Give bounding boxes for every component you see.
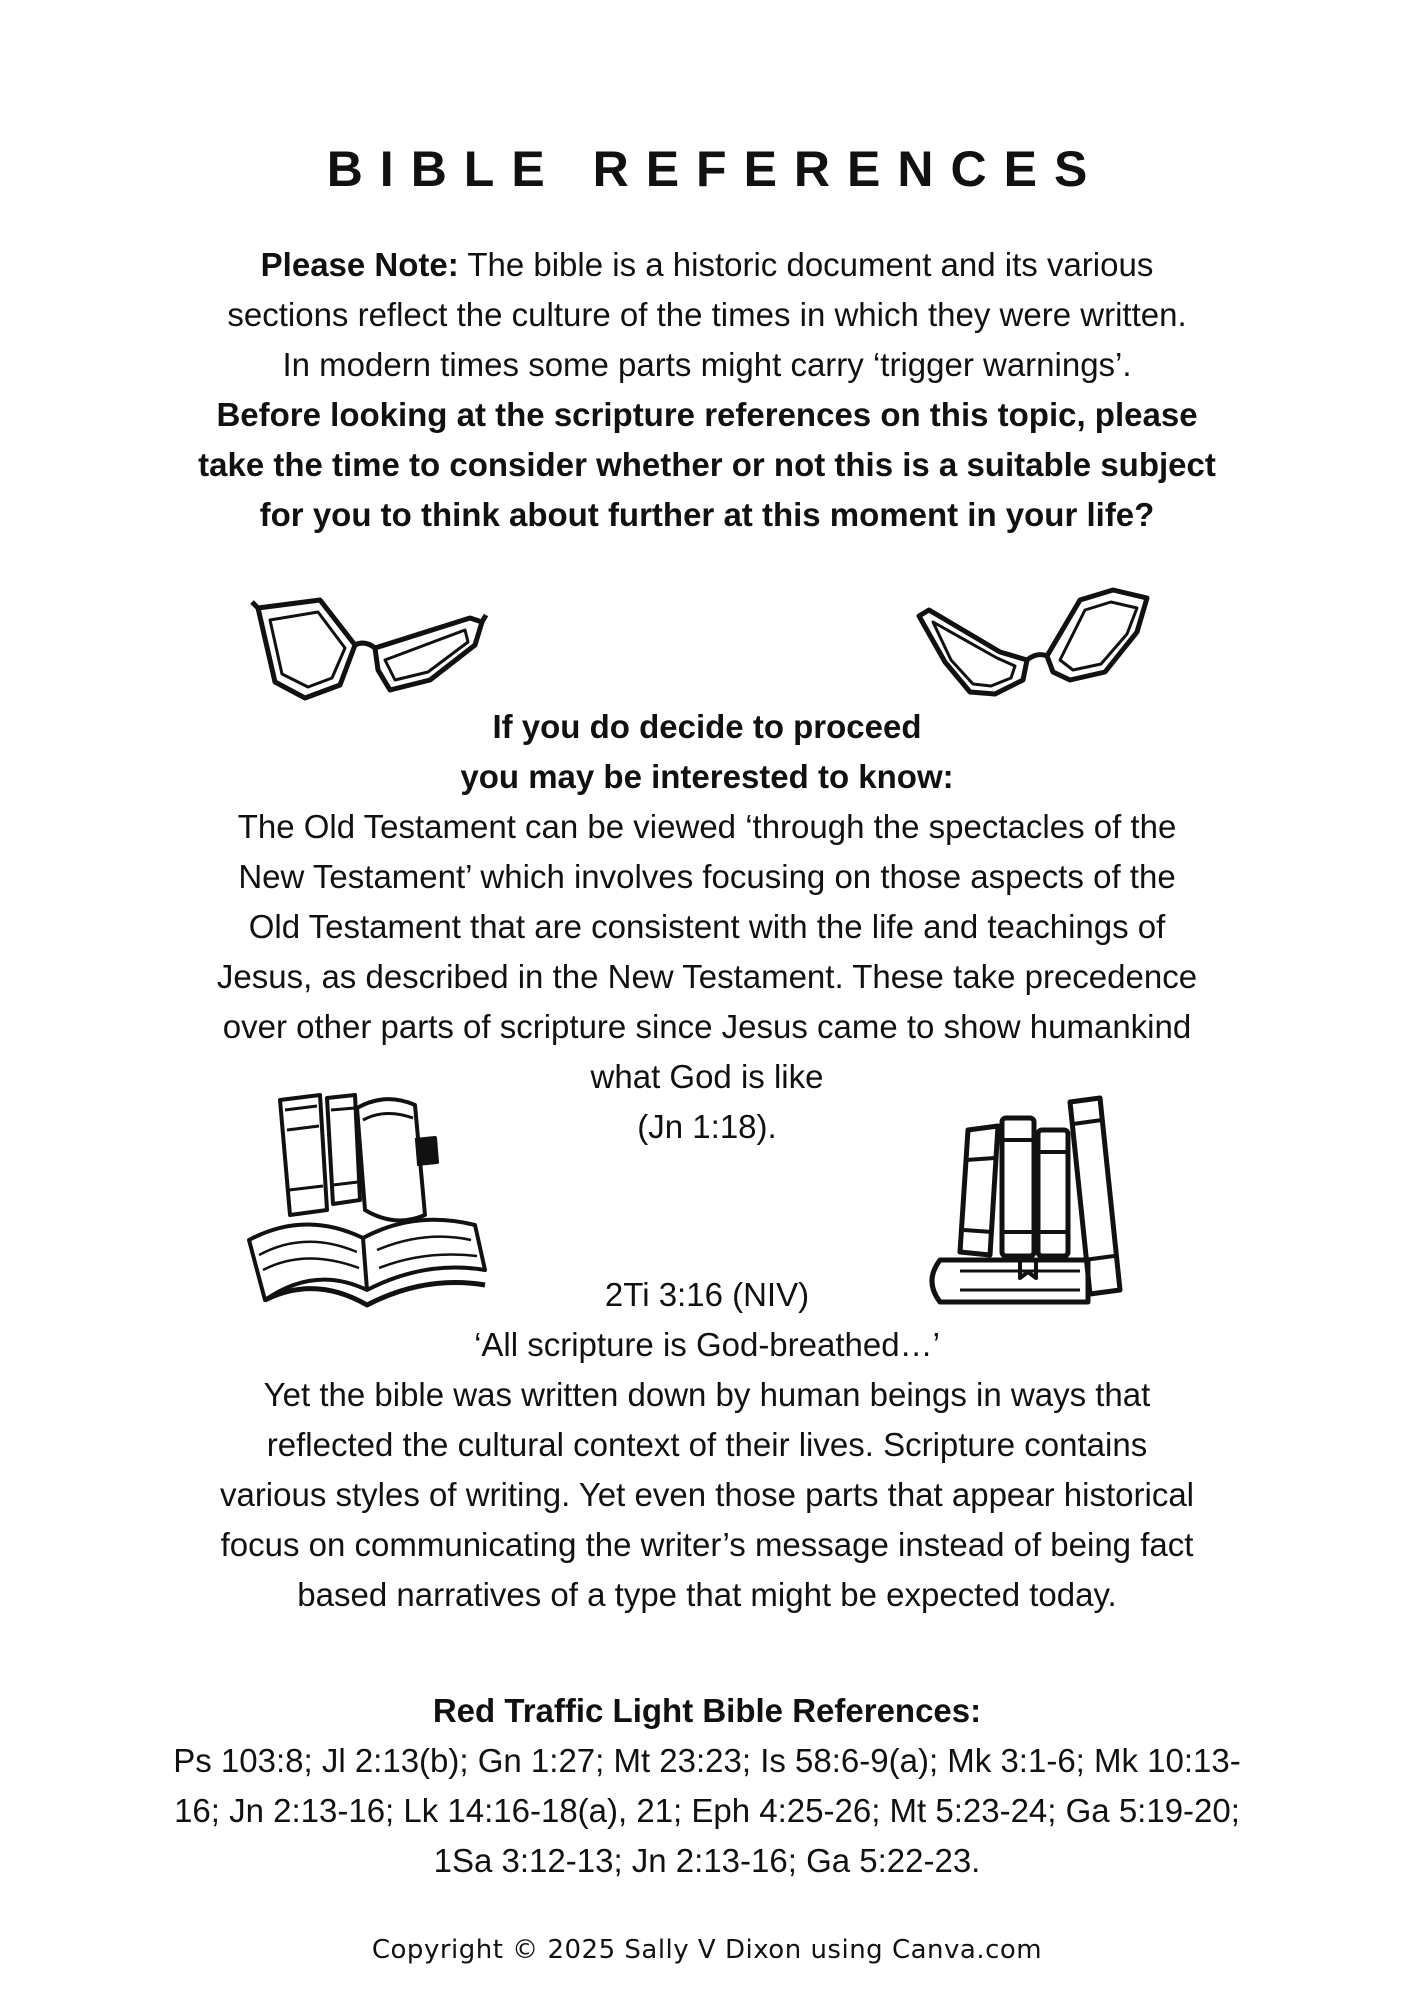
references-line: 1Sa 3:12-13; Jn 2:13-16; Ga 5:22-23. (433, 1842, 981, 1879)
spectacles-icon (250, 590, 490, 710)
references-section (0, 1686, 1414, 1886)
warning-line-2: take the time to consider whether or not this is a suitable subject (198, 446, 1216, 483)
scripture-body-line: focus on communicating the writer’s message instead of being fact (220, 1526, 1194, 1563)
scripture-body-line: based narratives of a type that might be expected today. (297, 1576, 1117, 1613)
references-line: Ps 103:8; Jl 2:13(b); Gn 1:27; Mt 23:23; Is 58:6-9(a); Mk 3:1-6; Mk 10:13- (173, 1742, 1241, 1779)
note-section (0, 240, 1414, 540)
references-line: 16; Jn 2:13-16; Lk 14:16-18(a), 21; Eph 4:25-26; Mt 5:23-24; Ga 5:19-20; (174, 1792, 1240, 1829)
note-line-2: sections reflect the culture of the times in which they were written. (227, 296, 1187, 333)
proceed-body-line: The Old Testament can be viewed ‘through the spectacles of the (237, 808, 1177, 845)
note-line-1 (0, 240, 1414, 290)
warning-line-3: for you to think about further at this moment in your life? (259, 496, 1155, 533)
proceed-heading-2: you may be interested to know: (460, 758, 954, 795)
proceed-section (0, 702, 1414, 1152)
proceed-heading-1: If you do decide to proceed (492, 708, 922, 745)
proceed-body-line: over other parts of scripture since Jesus came to show humankind (222, 1008, 1192, 1045)
references-heading: Red Traffic Light Bible References: (432, 1692, 982, 1729)
scripture-ref: 2Ti 3:16 (NIV) (604, 1276, 810, 1313)
warning-line-1: Before looking at the scripture references on this topic, please (216, 396, 1198, 433)
note-line-3: In modern times some parts might carry ‘trigger warnings’. (282, 346, 1132, 383)
scripture-quote: ‘All scripture is God-breathed…’ (474, 1326, 940, 1363)
proceed-body-line: what God is like (590, 1058, 824, 1095)
scripture-section (0, 1270, 1414, 1620)
note-line-1-text: The bible is a historic document and its various (458, 246, 1154, 283)
proceed-body-line: New Testament’ which involves focusing on those aspects of the (238, 858, 1176, 895)
proceed-body-line: Old Testament that are consistent with the life and teachings of (248, 908, 1166, 945)
proceed-body-line: Jesus, as described in the New Testament. These take precedence (216, 958, 1198, 995)
copyright-notice: Copyright © 2025 Sally V Dixon using Canva.com (371, 1935, 1043, 1965)
proceed-body-line: (Jn 1:18). (637, 1108, 777, 1145)
scripture-body-line: Yet the bible was written down by human beings in ways that (263, 1376, 1151, 1413)
note-label: Please Note: (260, 246, 459, 283)
scripture-body-line: reflected the cultural context of their lives. Scripture contains (266, 1426, 1148, 1463)
spectacles-icon (915, 582, 1155, 702)
scripture-body-line: various styles of writing. Yet even those parts that appear historical (219, 1476, 1195, 1513)
page-title: BIBLE REFERENCES (326, 141, 1105, 197)
